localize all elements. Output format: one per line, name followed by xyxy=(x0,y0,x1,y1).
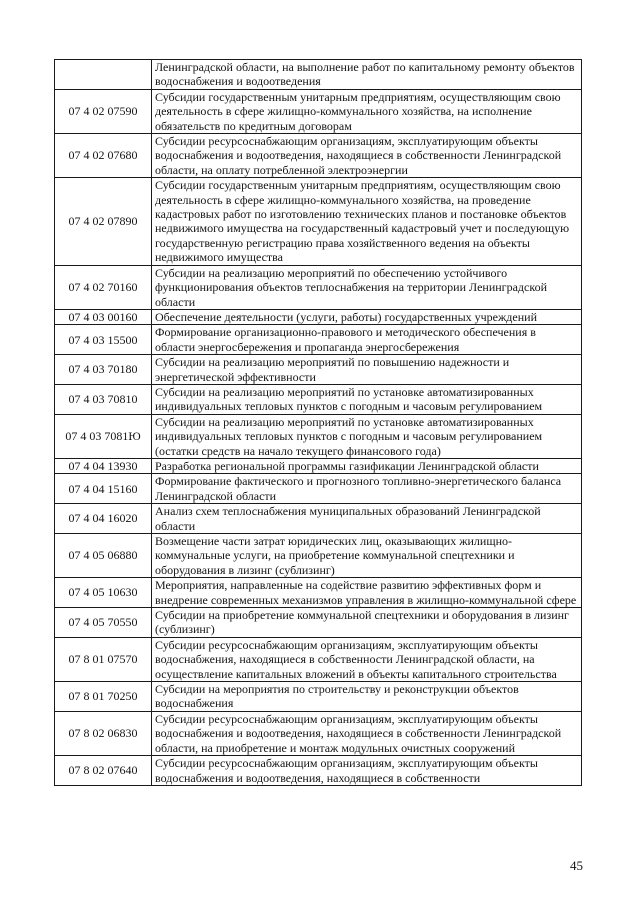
description-cell: Возмещение части затрат юридических лиц, оказывающих жилищно-коммунальные услуги, на приобретение коммунальной спецтехники и оборудования в лизинг (сублизинг) xyxy=(152,534,582,578)
classification-table xyxy=(54,59,582,786)
budget-code-cell: 07 4 03 7081Ю xyxy=(55,414,152,458)
table-row xyxy=(55,756,582,786)
table-row xyxy=(55,458,582,473)
table-row xyxy=(55,711,582,755)
table-row xyxy=(55,384,582,414)
description-cell: Обеспечение деятельности (услуги, работы) государственных учреждений xyxy=(152,309,582,324)
description-cell: Субсидии на реализацию мероприятий по обеспечению устойчивого функционирования объектов теплоснабжения на территории Ленинградской области xyxy=(152,265,582,309)
budget-code-cell: 07 4 02 07680 xyxy=(55,134,152,178)
description-cell: Ленинградской области, на выполнение работ по капитальному ремонту объектов водоснабжения и водоотведения xyxy=(152,60,582,90)
budget-code-cell xyxy=(55,60,152,90)
description-cell: Формирование фактического и прогнозного топливно-энергетического баланса Ленинградской области xyxy=(152,474,582,504)
table-body xyxy=(55,60,582,786)
budget-code-cell: 07 4 02 07590 xyxy=(55,89,152,133)
description-cell: Субсидии ресурсоснабжающим организациям, эксплуатирующим объекты водоснабжения и водоотведения, находящиеся в собственности xyxy=(152,756,582,786)
table-row xyxy=(55,355,582,385)
page-number: 45 xyxy=(570,858,583,873)
description-cell: Субсидии на мероприятия по строительству и реконструкции объектов водоснабжения xyxy=(152,682,582,712)
description-cell: Субсидии ресурсоснабжающим организациям, эксплуатирующим объекты водоснабжения и водоотведения, находящиеся в собственности Ленинградской области, на приобретение и монтаж модульных очистных сооружений xyxy=(152,711,582,755)
description-cell: Субсидии на реализацию мероприятий по установке автоматизированных индивидуальных тепловых пунктов с погодным и часовым регулированием xyxy=(152,384,582,414)
description-cell: Субсидии на реализацию мероприятий по повышению надежности и энергетической эффективности xyxy=(152,355,582,385)
budget-code-cell: 07 8 02 06830 xyxy=(55,711,152,755)
budget-code-cell: 07 4 02 07890 xyxy=(55,178,152,265)
budget-code-cell: 07 4 04 13930 xyxy=(55,458,152,473)
table-row xyxy=(55,134,582,178)
table-row xyxy=(55,178,582,265)
budget-code-cell: 07 4 05 70550 xyxy=(55,608,152,638)
description-cell: Субсидии государственным унитарным предприятиям, осуществляющим свою деятельность в сфере жилищно-коммунального хозяйства, на исполнение обязательств по кредитным договорам xyxy=(152,89,582,133)
table-row xyxy=(55,637,582,681)
description-cell: Анализ схем теплоснабжения муниципальных образований Ленинградской области xyxy=(152,504,582,534)
description-cell: Разработка региональной программы газификации Ленинградской области xyxy=(152,458,582,473)
table-row xyxy=(55,325,582,355)
table-row xyxy=(55,608,582,638)
budget-code-cell: 07 4 03 70180 xyxy=(55,355,152,385)
table-row xyxy=(55,504,582,534)
description-cell: Мероприятия, направленные на содействие развитию эффективных форм и внедрение современных механизмов управления в жилищно-коммунальной сфере xyxy=(152,578,582,608)
description-cell: Субсидии на реализацию мероприятий по установке автоматизированных индивидуальных тепловых пунктов с погодным и часовым регулированием (остатки средств на начало текущего финансового года) xyxy=(152,414,582,458)
budget-code-cell: 07 4 03 15500 xyxy=(55,325,152,355)
budget-code-cell: 07 4 04 16020 xyxy=(55,504,152,534)
table-row xyxy=(55,534,582,578)
budget-code-cell: 07 4 05 06880 xyxy=(55,534,152,578)
budget-code-cell: 07 8 02 07640 xyxy=(55,756,152,786)
table-row xyxy=(55,60,582,90)
description-cell: Субсидии ресурсоснабжающим организациям, эксплуатирующим объекты водоснабжения и водоотведения, находящиеся в собственности Ленинградской области, на оплату потребленной электроэнергии xyxy=(152,134,582,178)
table-row xyxy=(55,89,582,133)
table-row xyxy=(55,578,582,608)
description-cell: Субсидии ресурсоснабжающим организациям, эксплуатирующим объекты водоснабжения, находящиеся в собственности Ленинградской области, на осуществление капитальных вложений в объекты капитального строительства xyxy=(152,637,582,681)
description-cell: Формирование организационно-правового и методического обеспечения в области энергосбережения и пропаганда энергосбережения xyxy=(152,325,582,355)
budget-code-cell: 07 4 03 70810 xyxy=(55,384,152,414)
description-cell: Субсидии государственным унитарным предприятиям, осуществляющим свою деятельность в сфере жилищно-коммунального хозяйства, на проведение кадастровых работ по изготовлению технических планов и постановке объектов недвижимого имущества на государственный кадастровый учет и последующую государственную регистрацию права хозяйственного ведения на объекты недвижимого имущества xyxy=(152,178,582,265)
budget-code-cell: 07 4 02 70160 xyxy=(55,265,152,309)
budget-code-cell: 07 4 05 10630 xyxy=(55,578,152,608)
table-row xyxy=(55,682,582,712)
budget-code-cell: 07 8 01 70250 xyxy=(55,682,152,712)
table-row xyxy=(55,414,582,458)
table-row xyxy=(55,265,582,309)
description-cell: Субсидии на приобретение коммунальной спецтехники и оборудования в лизинг (сублизинг) xyxy=(152,608,582,638)
table-row xyxy=(55,474,582,504)
budget-code-cell: 07 4 03 00160 xyxy=(55,309,152,324)
budget-code-cell: 07 4 04 15160 xyxy=(55,474,152,504)
table-row xyxy=(55,309,582,324)
budget-code-cell: 07 8 01 07570 xyxy=(55,637,152,681)
